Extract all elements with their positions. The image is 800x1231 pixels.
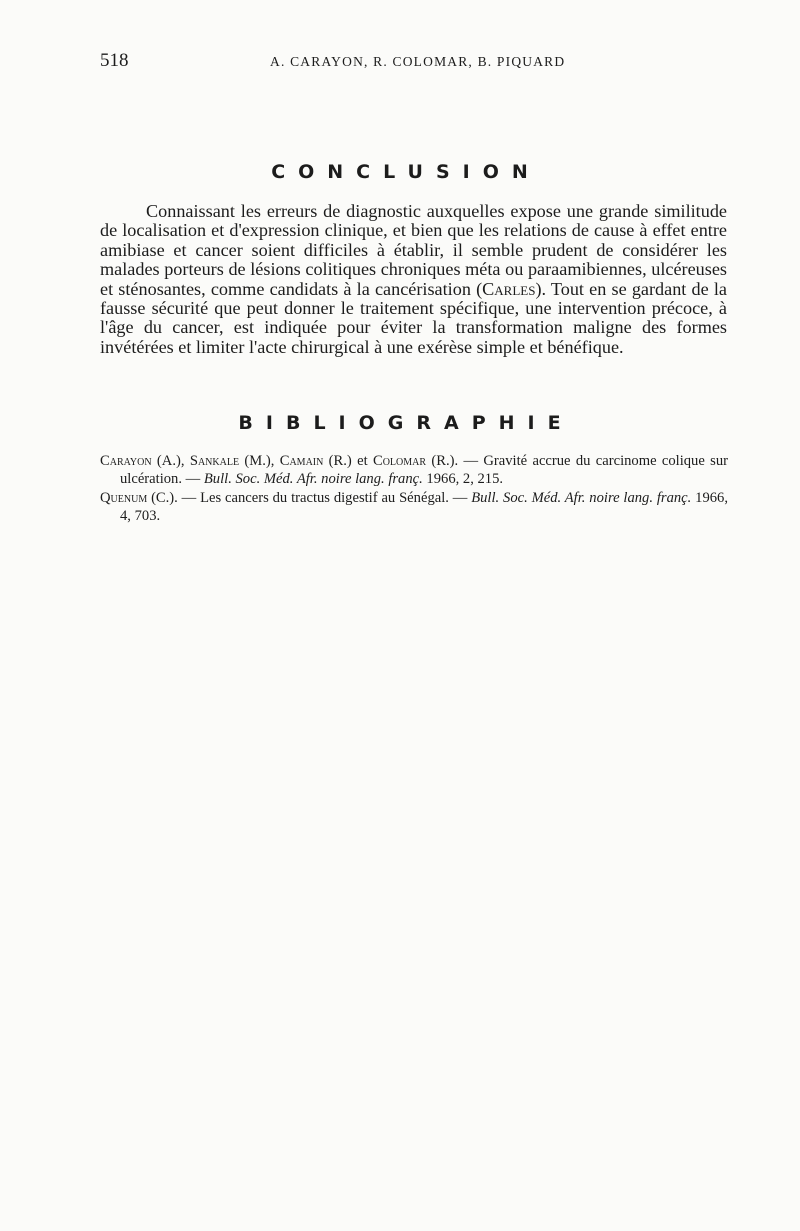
publication-details: 1966, 2, 215. (422, 471, 504, 487)
conclusion-heading: CONCLUSION (271, 161, 541, 183)
page-header (100, 50, 728, 74)
entry-text: (R.) et (323, 453, 373, 469)
running-head: A. CARAYON, R. COLOMAR, B. PIQUARD (270, 54, 566, 69)
bibliography-heading: BIBLIOGRAPHIE (238, 412, 574, 434)
journal-name: Bull. Soc. Méd. Afr. noire lang. franç. (203, 471, 423, 487)
entry-text: (C.). — Les cancers du tractus digestif au Sénégal. — (147, 490, 472, 506)
entry-text: (A.), (151, 453, 190, 469)
publication-details: 1966, 4, 703. (120, 490, 728, 524)
conclusion-paragraph (100, 202, 727, 357)
conclusion-text-part2: ). Tout en se gardant de la fausse sécurité que peut donner le traitement spécifique, une intervention précoce, à l'âge du cancer, est indiquée pour éviter la transformation maligne des formes invétérées et limiter l'acte chirurgical à une exérèse simple et bénéfique. (100, 278, 727, 357)
entry-text: (R.). — Gravité accrue du carcinome colique sur ulcération. — (120, 453, 728, 487)
bibliography-entry (100, 452, 728, 488)
conclusion-text-part1: Connaissant les erreurs de diagnostic auxquelles expose une grande similitude de localisation et d'expression clinique, et bien que les relations de cause à effet entre amibiase et cancer soient difficiles à établir, il semble prudent de considérer les malades porteurs de lésions colitiques chroniques méta ou paraamibiennes, ulcéreuses et sténosantes, comme candidats à la cancérisation ( (100, 201, 727, 299)
bibliography-entry (100, 489, 728, 525)
journal-name: Bull. Soc. Méd. Afr. noire lang. franç. (471, 490, 692, 506)
author-name: Camain (279, 453, 324, 469)
author-name: Sankale (189, 453, 240, 469)
author-name: Carayon (100, 453, 152, 469)
author-name: Colomar (372, 453, 427, 469)
entry-text: (M.), (239, 453, 280, 469)
bibliography-list (100, 452, 728, 526)
author-name: Quenum (100, 490, 148, 506)
page-number: 518 (100, 50, 129, 71)
cited-author: Carles (482, 278, 536, 299)
